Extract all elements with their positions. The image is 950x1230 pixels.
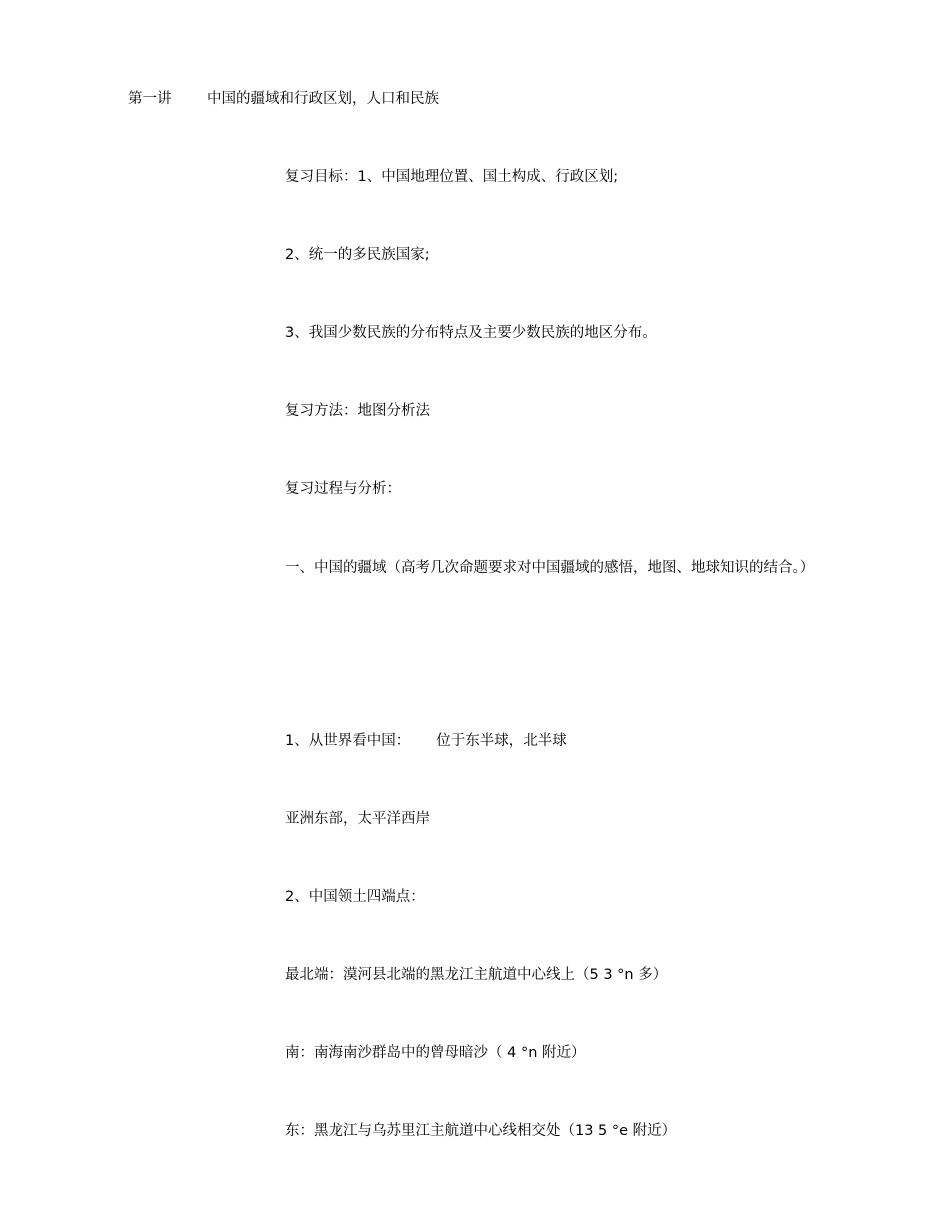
- lesson-title: 中国的疆域和行政区划，人口和民族: [207, 91, 439, 107]
- point-1-value: 位于东半球，北半球: [436, 733, 567, 749]
- point-1-line: [285, 731, 567, 751]
- point-1-label: 1、从世界看中国：: [285, 733, 411, 749]
- review-process: 复习过程与分析：: [285, 481, 401, 497]
- point-1-continuation: 亚洲东部，太平洋西岸: [285, 811, 430, 827]
- lesson-number: 第一讲: [128, 91, 172, 107]
- extreme-point-south: 南：南海南沙群岛中的曾母暗沙（ 4 °n 附近）: [285, 1045, 586, 1061]
- point-2-label: 2、中国领土四端点：: [285, 889, 425, 905]
- extreme-point-north: 最北端：漠河县北端的黑龙江主航道中心线上（5 3 °n 多）: [285, 967, 668, 983]
- objective-line-1: 复习目标：1、中国地理位置、国土构成、行政区划;: [285, 169, 619, 185]
- objective-line-3: 3、我国少数民族的分布特点及主要少数民族的地区分布。: [285, 325, 657, 341]
- section-heading-territory: 一、中国的疆域（高考几次命题要求对中国疆域的感悟，地图、地球知识的结合。）: [285, 560, 815, 576]
- review-method: 复习方法：地图分析法: [285, 403, 430, 419]
- objective-line-2: 2、统一的多民族国家;: [285, 247, 430, 263]
- extreme-point-east: 东：黑龙江与乌苏里江主航道中心线相交处（13 5 °e 附近）: [285, 1123, 677, 1139]
